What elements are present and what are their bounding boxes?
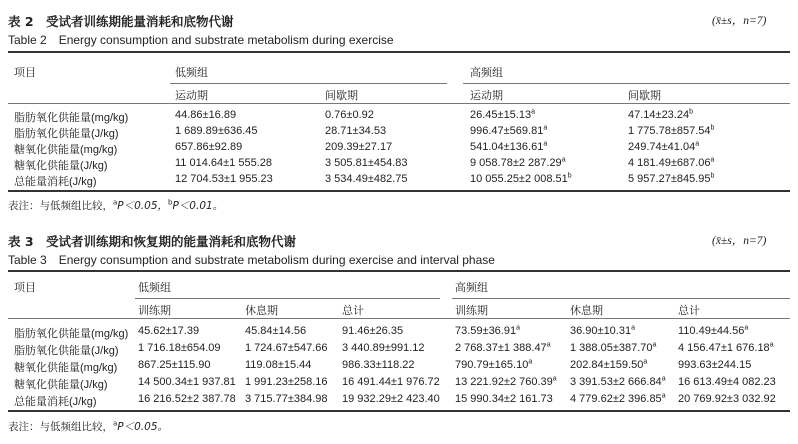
table-cell (628, 109, 693, 121)
cell-value: 4 779.62±2 396.85 (570, 393, 662, 405)
table2-sub-header: 运动期 (470, 89, 503, 102)
cell-value: 73.59±36.91 (455, 325, 517, 337)
table-cell (678, 325, 748, 337)
cell-value: 16 613.49±4 082.23 (678, 376, 776, 388)
significance-marker: a (769, 341, 774, 349)
table-cell (570, 376, 666, 388)
row-label: 糖氧化供能量(J/kg) (14, 160, 108, 172)
significance-marker: a (744, 324, 749, 332)
table-cell (245, 325, 306, 337)
table-cell (470, 141, 547, 153)
table-cell (138, 325, 199, 337)
significance-marker: a (710, 156, 715, 164)
cell-value: 13 221.92±2 760.39 (455, 376, 553, 388)
cell-value: 1 689.89±636.45 (175, 125, 258, 137)
table3-note-sup-a: a (113, 419, 118, 428)
table3-sub-header: 休息期 (570, 304, 603, 317)
significance-marker: a (652, 341, 657, 349)
table-cell (678, 359, 751, 371)
table-cell (628, 141, 699, 153)
cell-value: 3 534.49±482.75 (325, 173, 408, 185)
table2-title-cn: 表 2 受试者训练期能量消耗和底物代谢 (8, 14, 234, 29)
table3-group-high: 高频组 (455, 281, 488, 294)
cell-value: 14 500.34±1 937.81 (138, 376, 236, 388)
table-cell (325, 157, 408, 169)
significance-marker: a (661, 392, 666, 400)
significance-marker: a (543, 124, 548, 132)
table2-group-low-rule (170, 83, 447, 84)
table3-note-prefix: 表注：与低频组比较， (8, 421, 113, 433)
table-cell (245, 359, 311, 371)
row-label: 脂肪氧化供能量(J/kg) (14, 128, 119, 140)
table-cell (678, 342, 774, 354)
table-cell (175, 173, 273, 185)
significance-marker: a (528, 358, 533, 366)
row-label: 脂肪氧化供能量(mg/kg) (14, 328, 129, 340)
significance-marker: a (695, 140, 700, 148)
table3-title-en: Table 3 Energy consumption and substrate metabolism during exercise and interval phase (8, 253, 495, 267)
table-cell (245, 393, 328, 405)
table-cell (138, 376, 236, 388)
table2-note-sup-a: a (113, 198, 118, 207)
table-cell (470, 157, 566, 169)
table-cell (470, 109, 535, 121)
table2-note-p1: P＜0.05， (117, 200, 169, 212)
table2-group-low: 低频组 (175, 66, 208, 79)
cell-value: 986.33±118.22 (342, 359, 415, 371)
cell-value: 91.46±26.35 (342, 325, 404, 337)
table3-sub-header: 总计 (342, 304, 364, 317)
cell-value: 2 768.37±1 388.47 (455, 342, 547, 354)
table-cell (245, 342, 328, 354)
table-cell (455, 359, 532, 371)
significance-marker: b (689, 108, 693, 116)
significance-marker: a (543, 140, 548, 148)
table3-sub-header: 训练期 (455, 304, 488, 317)
table-cell (570, 359, 647, 371)
cell-value: 3 391.53±2 666.84 (570, 376, 662, 388)
table2-sub-header: 间歇期 (628, 89, 661, 102)
significance-marker: a (661, 375, 666, 383)
cell-value: 657.86±92.89 (175, 141, 243, 153)
cell-value: 15 990.34±2 161.73 (455, 393, 553, 405)
row-label: 脂肪氧化供能量(mg/kg) (14, 112, 129, 124)
table3-stat-note: (x̄±s，n=7) (712, 235, 767, 247)
table2-header-rule (8, 103, 790, 104)
cell-value: 209.39±27.17 (325, 141, 393, 153)
cell-value: 1 388.05±387.70 (570, 342, 653, 354)
cell-value: 119.08±15.44 (245, 359, 312, 371)
cell-value: 28.71±34.53 (325, 125, 387, 137)
cell-value: 202.84±159.50 (570, 359, 644, 371)
table-cell (455, 325, 520, 337)
cell-value: 3 505.81±454.83 (325, 157, 408, 169)
significance-marker: a (552, 375, 557, 383)
row-label: 脂肪氧化供能量(J/kg) (14, 345, 119, 357)
cell-value: 993.63±244.15 (678, 359, 752, 371)
row-label: 糖氧化供能量(J/kg) (14, 379, 108, 391)
significance-marker: a (643, 358, 648, 366)
cell-value: 110.49±44.56 (678, 325, 745, 337)
row-label: 糖氧化供能量(mg/kg) (14, 144, 118, 156)
table3-group-low: 低频组 (138, 281, 171, 294)
table2-top-rule (8, 51, 790, 53)
table2-bottom-rule (8, 190, 790, 192)
cell-value: 4 156.47±1 676.18 (678, 342, 770, 354)
table-cell (325, 109, 374, 121)
table-cell (342, 325, 403, 337)
cell-value: 12 704.53±1 955.23 (175, 173, 273, 185)
table-cell (138, 359, 211, 371)
cell-value: 44.86±16.89 (175, 109, 237, 121)
table3-footnote (8, 419, 168, 434)
cell-value: 1 991.23±258.16 (245, 376, 328, 388)
table2-group-high: 高频组 (470, 66, 503, 79)
table2-group-high-rule (463, 83, 790, 84)
cell-value: 26.45±15.13 (470, 109, 532, 121)
table2-note-prefix: 表注：与低频组比较， (8, 200, 113, 212)
table-cell (455, 376, 557, 388)
table-cell (342, 342, 425, 354)
table-cell (628, 157, 714, 169)
cell-value: 36.90±10.31 (570, 325, 632, 337)
cell-value: 5 957.27±845.95 (628, 173, 711, 185)
cell-value: 1 775.78±857.54 (628, 125, 711, 137)
significance-marker: b (710, 124, 715, 132)
table3-sub-header: 训练期 (138, 304, 171, 317)
table3-top-rule (8, 270, 790, 272)
table-cell (678, 376, 776, 388)
cell-value: 45.62±17.39 (138, 325, 200, 337)
cell-value: 19 932.29±2 423.40 (342, 393, 440, 405)
cell-value: 20 769.92±3 032.92 (678, 393, 776, 405)
table-cell (455, 393, 553, 405)
table-cell (628, 173, 714, 185)
table2-footnote (8, 198, 223, 213)
table-cell (470, 125, 547, 137)
cell-value: 249.74±41.04 (628, 141, 696, 153)
table-cell (628, 125, 714, 137)
cell-value: 10 055.25±2 008.51 (470, 173, 568, 185)
table3-note-p1: P＜0.05。 (117, 421, 169, 433)
table-cell (570, 342, 656, 354)
table-cell (175, 141, 242, 153)
table-cell (175, 109, 236, 121)
table-cell (325, 125, 386, 137)
table2-note-sup-b: b (168, 198, 173, 207)
table-cell (678, 393, 776, 405)
table-cell (342, 359, 415, 371)
row-label: 总能量消耗(J/kg) (14, 176, 97, 188)
table-cell (138, 393, 236, 405)
significance-marker: a (546, 341, 551, 349)
table-cell (175, 125, 258, 137)
cell-value: 790.79±165.10 (455, 359, 529, 371)
table2-sub-header: 间歇期 (325, 89, 358, 102)
table-cell (570, 325, 635, 337)
table-cell (342, 393, 440, 405)
table3-item-header: 项目 (14, 281, 36, 294)
cell-value: 0.76±0.92 (325, 109, 374, 121)
cell-value: 3 715.77±384.98 (245, 393, 328, 405)
table-cell (245, 376, 328, 388)
significance-marker: a (631, 324, 635, 332)
table3-bottom-rule (8, 410, 790, 412)
significance-marker: b (567, 172, 572, 180)
table-cell (325, 141, 392, 153)
table2-item-header: 项目 (14, 66, 36, 79)
significance-marker: a (516, 324, 520, 332)
table-cell (325, 173, 408, 185)
table2-title-en: Table 2 Energy consumption and substrate metabolism during exercise (8, 33, 394, 47)
cell-value: 1 716.18±654.09 (138, 342, 221, 354)
cell-value: 16 491.44±1 976.72 (342, 376, 440, 388)
cell-value: 45.84±14.56 (245, 325, 307, 337)
cell-value: 996.47±569.81 (470, 125, 544, 137)
cell-value: 47.14±23.24 (628, 109, 690, 121)
table2-stat-note: (x̄±s，n=7) (712, 15, 767, 27)
table3-sub-header: 休息期 (245, 304, 278, 317)
cell-value: 16 216.52±2 387.78 (138, 393, 236, 405)
table-cell (470, 173, 572, 185)
cell-value: 11 014.64±1 555.28 (175, 157, 272, 169)
significance-marker: a (561, 156, 566, 164)
cell-value: 867.25±115.90 (138, 359, 211, 371)
significance-marker: a (531, 108, 535, 116)
table3-group-high-rule (452, 298, 790, 299)
table2-note-p2: P＜0.01。 (172, 200, 224, 212)
table3-title-cn: 表 3 受试者训练期和恢复期的能量消耗和底物代谢 (8, 234, 297, 249)
row-label: 糖氧化供能量(mg/kg) (14, 362, 118, 374)
row-label: 总能量消耗(J/kg) (14, 396, 97, 408)
table2-sub-header: 运动期 (175, 89, 208, 102)
cell-value: 3 440.89±991.12 (342, 342, 425, 354)
table-cell (342, 376, 440, 388)
table-cell (138, 342, 221, 354)
table-cell (175, 157, 272, 169)
cell-value: 541.04±136.61 (470, 141, 544, 153)
table3-header-rule (8, 318, 790, 319)
cell-value: 9 058.78±2 287.29 (470, 157, 562, 169)
cell-value: 4 181.49±687.06 (628, 157, 711, 169)
table3-sub-header: 总计 (678, 304, 700, 317)
significance-marker: b (710, 172, 715, 180)
cell-value: 1 724.67±547.66 (245, 342, 328, 354)
table-cell (455, 342, 551, 354)
table3-group-low-rule (135, 298, 440, 299)
table-cell (570, 393, 666, 405)
